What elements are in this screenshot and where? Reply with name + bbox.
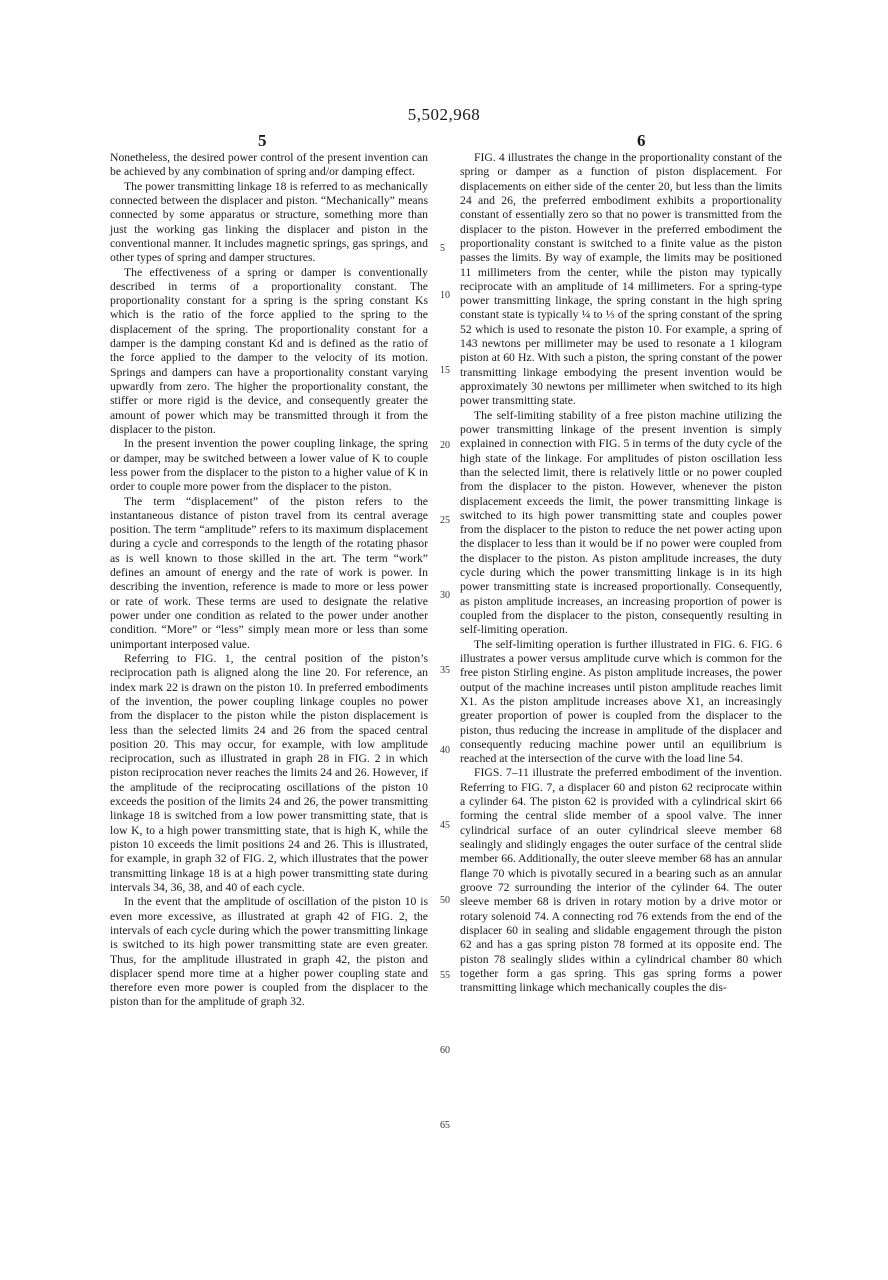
line-number: 60 <box>440 1045 450 1056</box>
line-number: 10 <box>440 290 450 301</box>
line-number: 30 <box>440 590 450 601</box>
right-column <box>460 151 782 995</box>
left-column-number: 5 <box>258 131 267 150</box>
line-number: 50 <box>440 895 450 906</box>
paragraph: Nonetheless, the desired power control of the present invention can be achieved by any combination of spring and/or damping effect. <box>110 151 428 179</box>
right-column-number: 6 <box>637 131 646 150</box>
line-number: 65 <box>440 1120 450 1131</box>
paragraph: FIGS. 7–11 illustrate the preferred embodiment of the invention. Referring to FIG. 7, a displacer 60 and piston 62 reciprocate within a cylinder 64. The piston 62 is provided with a cylindrical skirt 66 forming the central slide member of a spool valve. The inner cylindrical surface of an outer cylindrical sleeve member 68 sealingly and slidingly engages the outer surface of the central slide member 66. Additionally, the outer sleeve member 68 has an annular flange 70 which is pivotally secured in a bearing such as an annular groove 72 surrounding the interior of the cylinder 64. The outer sleeve member 68 is driven in rotary motion by a drive motor or rotary solenoid 74. A connecting rod 76 extends from the end of the displacer 60 in sealing and slidable engagement through the piston 62 and has a gas spring piston 78 formed at its opposite end. The piston 78 sealingly slides within a cylindrical chamber 80 which together form a gas spring. This gas spring forms a power transmitting linkage which mechanically couples the dis- <box>460 766 782 995</box>
patent-number: 5,502,968 <box>407 105 481 124</box>
paragraph: The self-limiting operation is further illustrated in FIG. 6. FIG. 6 illustrates a power versus amplitude curve which is common for the free piston Stirling engine. As piston amplitude increases, the power output of the machine increases until piston amplitude reaches limit X1. As the piston amplitude increases above X1, an increasingly greater proportion of power is coupled from the displacer to the piston, thus reducing the increase in amplitude of the displacer and consequently reducing machine power until an equilibrium is reached at the intersection of the curve with the load line 54. <box>460 637 782 766</box>
line-number: 45 <box>440 820 450 831</box>
line-number: 35 <box>440 665 450 676</box>
line-number: 5 <box>440 243 445 254</box>
paragraph: FIG. 4 illustrates the change in the proportionality constant of the spring or damper as a function of piston displacement. For displacements on either side of the center 20, but less than the limits 24 and 26, the preferred embodiment exhibits a proportionality constant of essentially zero so that no power is transmitted from the displacer to the piston. However in the preferred embodiment the proportionality constant is switched to a finite value as the piston passes the limits. By way of example, the limits may be positioned 11 millimeters from the center, while the piston may typically reciprocate with an amplitude of 14 millimeters. For a spring-type power transmitting linkage, the spring constant in the high spring constant state is typically ¼ to ⅓ of the spring constant of the spring 52 which is used to resonate the piston 10. For example, a spring of 143 newtons per millimeter may be used to resonate a 1 kilogram piston at 60 Hz. With such a piston, the spring constant of the power transmitting linkage embodying the present invention would be approximately 30 newtons per millimeter when switched to its high power transmitting state. <box>460 151 782 408</box>
paragraph: The term “displacement” of the piston refers to the instantaneous distance of piston travel from its central average position. The term “amplitude” refers to its maximum displacement during a cycle and corresponds to the length of the rotating phasor as is well known to those skilled in the art. The term “work” defines an amount of energy and the rate of work is power. In describing the invention, reference is made to more or less power or rate of work. These terms are used to designate the relative power under one condition as related to the power under another condition. “More” or “less” simply mean more or less than some unimportant interposed value. <box>110 494 428 651</box>
paragraph: In the event that the amplitude of oscillation of the piston 10 is even more excessive, as illustrated at graph 42 of FIG. 2, the intervals of each cycle during which the power transmitting linkage is switched to its high power transmitting state are even greater. Thus, for the amplitude illustrated in graph 42, the piston and displacer spend more time at a higher power coupling state and therefore even more power is coupled from the displacer to the piston than for the amplitude of graph 32. <box>110 895 428 1009</box>
line-number: 15 <box>440 365 450 376</box>
paragraph: The effectiveness of a spring or damper is conventionally described in terms of a proportionality constant. The proportionality constant for a spring is the spring constant Ks which is the ratio of the force applied to the spring to the displacement of the spring. The proportionality constant for a damper is the damping constant Kd and is defined as the ratio of the force applied to the damper to the velocity of its motion. Springs and dampers can have a proportionality constant varying upwardly from zero. The higher the proportionality constant, the stiffer or more rigid is the device, and consequently greater the amount of power which may be transmitted through it from the displacer to the piston. <box>110 265 428 436</box>
paragraph: Referring to FIG. 1, the central position of the piston’s reciprocation path is aligned along the line 20. For reference, an index mark 22 is drawn on the piston 10. In preferred embodiments of the invention, the power coupling linkage couples no power from the displacer to the piston while the piston displacement is less than the selected limits 24 and 26 from the spaced central position 20. This may occur, for example, with low amplitude reciprocation, such as illustrated in graph 28 in FIG. 2 in which piston reciprocation never reaches the limits 24 and 26. However, if the amplitude of the reciprocating oscillations of the piston 10 exceeds the position of the limits 24 and 26, the power transmitting linkage 18 is switched from a low power transmitting state, that is low K, to a high power transmitting state, that is high K, while the piston 10 exceeds the limit positions 24 and 26. This is illustrated, for example, in graph 32 of FIG. 2, which illustrates that the power transmitting linkage 18 is at a high power transmitting state during intervals 34, 36, 38, and 40 of each cycle. <box>110 651 428 894</box>
left-column <box>110 151 428 1010</box>
line-number: 55 <box>440 970 450 981</box>
line-number: 25 <box>440 515 450 526</box>
line-number: 40 <box>440 745 450 756</box>
line-number: 20 <box>440 440 450 451</box>
paragraph: The power transmitting linkage 18 is referred to as mechanically connected between the displacer and piston. “Mechanically” means connected by some apparatus or structure, something more than just the working gas linking the displacer and piston in the conventional manner. It includes magnetic springs, gas springs, and other types of spring and damper structures. <box>110 179 428 265</box>
paragraph: In the present invention the power coupling linkage, the spring or damper, may be switched between a lower value of K to couple less power from the displacer to the piston to a higher value of K in order to couple more power from the displacer to the piston. <box>110 437 428 494</box>
paragraph: The self-limiting stability of a free piston machine utilizing the power transmitting linkage of the present invention is simply explained in connection with FIG. 5 in terms of the duty cycle of the high state of the linkage. For amplitudes of piston oscillation less than the selected limit, there is relatively little or no power coupled from the displacer to the piston. However, whenever the piston displacement exceeds the limit, the power transmitting linkage is switched to its high power transmitting state and couples power from the displacer to the piston to reduce the net power acting upon the displacer to less than it would be if no power were coupled from the displacer to the piston. As piston amplitude increases, the duty cycle during which the power transmitting linkage is in its high power transmitting state is increased proportionally. Consequently, as piston amplitude increases, an increasing proportion of power is coupled from the displacer to the piston, consequently resulting in self-limiting operation. <box>460 408 782 637</box>
